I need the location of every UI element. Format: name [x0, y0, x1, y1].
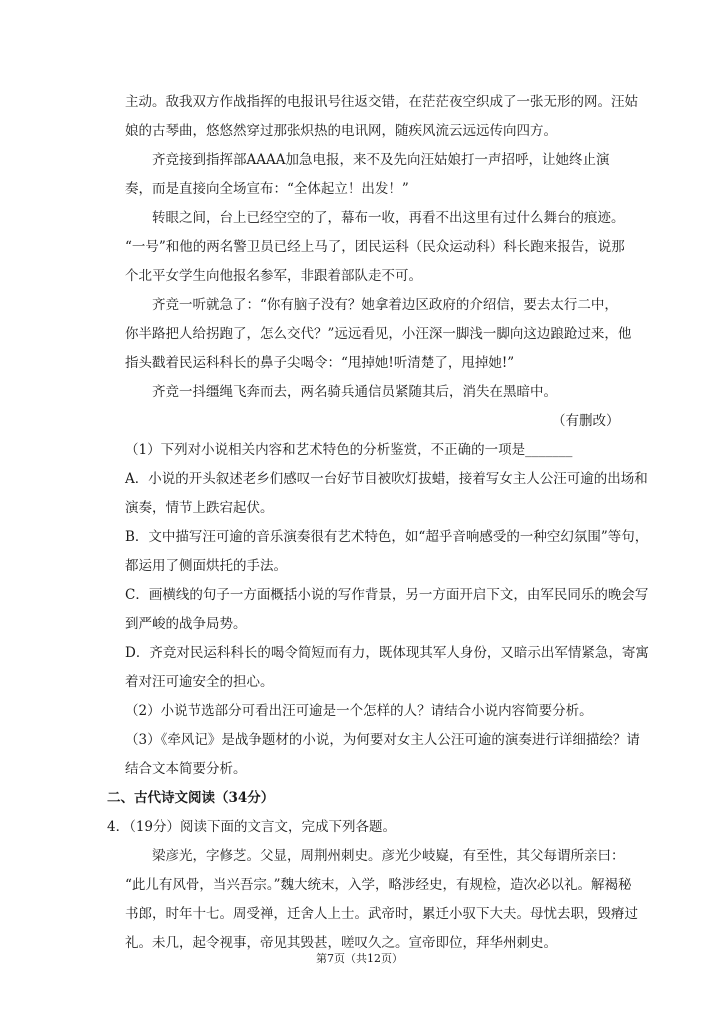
option-b: B．文中描写汪可逾的音乐演奏很有艺术特色，如“超乎音响感受的一种空幻氛围”等句，: [125, 529, 649, 545]
question-1: （1）下列对小说相关内容和艺术特色的分析鉴赏，不正确的一项是_______: [125, 442, 573, 458]
option-a-cont: 演奏，情节上跌宕起伏。: [125, 500, 274, 516]
question-3: （3）《牵风记》是战争题材的小说，为何要对女主人公汪可逾的演奏进行详细描绘？请: [125, 732, 640, 748]
classical-text-line: 梁彦光，字修芝。父显，周荆州刺史。彦光少岐嶷，有至性，其父每谓所亲曰：: [152, 848, 625, 864]
passage-line: 齐竞一抖缰绳飞奔而去，两名骑兵通信员紧随其后，消失在黑暗中。: [152, 384, 557, 400]
page-number: 第7页（共12页）: [316, 952, 403, 965]
passage-line: 奏，而是直接向全场宣布：“全体起立！出发！”: [125, 181, 409, 197]
option-d-cont: 着对汪可逾安全的担心。: [125, 674, 274, 690]
passage-line: 齐竞接到指挥部AAAA加急电报，来不及先向汪姑娘打一声招呼，让她终止演: [152, 152, 610, 168]
passage-line: 指头戳着民运科科长的鼻子尖喝令：“甩掉她!听清楚了，甩掉她!”: [125, 355, 515, 371]
option-c-cont: 到严峻的战争局势。: [125, 616, 247, 632]
passage-line: 个北平女学生向他报名参军，非跟着部队走不可。: [125, 268, 422, 284]
option-b-cont: 都运用了侧面烘托的手法。: [125, 558, 287, 574]
passage-line: 主动。敌我双方作战指挥的电报讯号往返交错，在茫茫夜空织成了一张无形的网。汪姑: [125, 94, 638, 110]
classical-text-line: 书郎，时年十七。周受禅，迁舍人上士。武帝时，累迁小驭下大夫。母忧去职，毁瘠过: [125, 906, 638, 922]
option-a: A．小说的开头叙述老乡们感叹一台好节目被吹灯拔蜡，接着写女主人公汪可逾的出场和: [125, 471, 648, 487]
option-d: D．齐竞对民运科科长的喝令简短而有力，既体现其军人身份，又暗示出军情紧急，寄寓: [125, 645, 649, 661]
question-4: 4．（19分）阅读下面的文言文，完成下列各题。: [107, 819, 397, 835]
source-note: （有删改）: [552, 413, 620, 429]
question-3-cont: 结合文本简要分析。: [125, 761, 247, 777]
passage-line: 娘的古琴曲，悠悠然穿过那张炽热的电讯网，随疾风流云远远传向四方。: [125, 123, 557, 139]
passage-line: 齐竞一听就急了：“你有脑子没有？她拿着边区政府的介绍信，要去太行二中，: [152, 297, 618, 313]
classical-text-line: “此儿有风骨，当兴吾宗。”魏大统末，入学，略涉经史，有规检，造次必以礼。解褐秘: [125, 877, 632, 893]
question-2: （2）小说节选部分可看出汪可逾是一个怎样的人？请结合小说内容简要分析。: [125, 703, 593, 719]
section-heading: 二、古代诗文阅读（34分）: [107, 790, 275, 806]
passage-line: 转眼之间，台上已经空空的了，幕布一收，再看不出这里有过什么舞台的痕迹。: [152, 210, 625, 226]
passage-line: “一号”和他的两名警卫员已经上马了，团民运科（民众运动科）科长跑来报告，说那: [125, 239, 625, 255]
classical-text-line: 礼。未几，起令视事，帝见其毁甚，嗟叹久之。宣帝即位，拜华州刺史。: [125, 935, 557, 951]
option-c: C．画横线的句子一方面概括小说的写作背景，另一方面开启下文，由军民同乐的晚会写: [125, 587, 649, 603]
passage-line: 你半路把人给拐跑了，怎么交代？”远远看见，小汪深一脚浅一脚向这边踉跄过来，他: [125, 326, 632, 342]
